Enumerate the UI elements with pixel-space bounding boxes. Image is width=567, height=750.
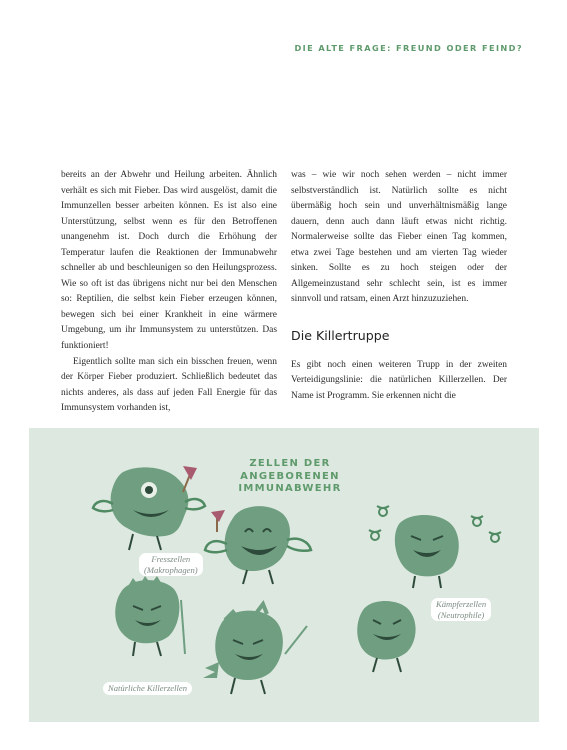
left-column	[61, 168, 277, 417]
body-paragraph: Eigentlich sollte man sich ein bisschen freuen, wenn der Körper Fieber produziert. Schließlich bedeutet das nichts anderes, als dass auf jeden Fall Energie für das Immunsystem vorhanden ist,	[61, 356, 277, 414]
body-paragraph: bereits an der Abwehr und Heilung arbeiten. Ähnlich verhält es sich mit Fieber. Das wird ausgelöst, damit die Immunzellen besser arbeiten können. Es ist also eine Unterstützung, selbst wenn es für den Betroffenen unangenehm ist. Doch durch die Erhöhung der Temperatur laufen die Reaktionen der Immunabwehr schneller ab und beschleunigen so den Heilungsprozess. Wie so oft ist das übrigens nicht nur bei den Menschen so: Reptilien, die selbst kein Fieber erzeugen können, bewegen sich bei einer Krankheit in eine wärmere Umgebung, um ihr Immunsystem zu unterstützen. Das funktioniert!	[61, 170, 277, 352]
macrophage-creature-2	[205, 506, 311, 584]
macrophage-creature-1	[93, 466, 205, 550]
neutrophil-creature-2	[357, 601, 415, 672]
figure-title-line: ZELLEN DER ANGEBORENEN	[240, 458, 340, 482]
neutrophil-label	[431, 598, 491, 621]
right-column	[291, 168, 507, 405]
body-paragraph: was – wie wir noch sehen werden – nicht immer selbstverständlich ist. Natürlich sollte es nicht übermäßig hoch sein und unverhältnismäßig lange dauern, denn auch dann läuft etwas nicht richtig. Normalerweise sollte das Fieber einen Tag kommen, etwa zwei Tage bestehen und am vierten Tag wieder sinken. Sollte es zu hoch steigen oder der Allgemeinzustand sehr schlecht sein, ist es immer sinnvoll und ratsam, einen Arzt hinzuzuziehen.	[291, 170, 507, 305]
running-head: DIE ALTE FRAGE: FREUND ODER FEIND?	[294, 43, 523, 53]
label-line: Fresszellen	[151, 554, 191, 564]
label-line: (Makrophagen)	[144, 564, 198, 575]
section-heading: Die Killertruppe	[291, 327, 390, 343]
label-line: Kämpferzellen	[436, 599, 487, 609]
label-line: Natürliche Killerzellen	[108, 683, 188, 693]
killer-creature-2	[203, 604, 307, 694]
figure-title	[215, 458, 365, 496]
label-line: (Neutrophile)	[437, 609, 485, 620]
immune-cells-illustration	[29, 428, 539, 722]
body-paragraph: Es gibt noch einen weiteren Trupp in der zweiten Verteidigungslinie: die natürlichen Killerzellen. Der Name ist Programm. Sie erkennen nicht die	[291, 359, 507, 402]
macrophage-label	[139, 553, 203, 576]
figure-title-line: IMMUNABWEHR	[238, 483, 342, 494]
killer-creature-1	[115, 576, 185, 656]
neutrophil-creature-1	[395, 515, 459, 588]
killer-cells-label	[103, 682, 192, 695]
